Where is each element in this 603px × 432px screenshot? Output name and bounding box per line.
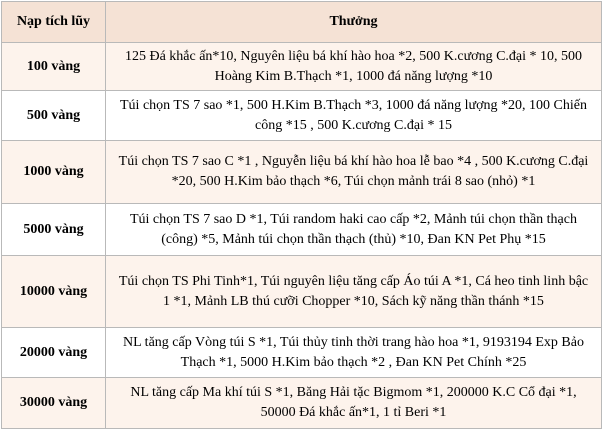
amount-cell: 1000 vàng [2, 141, 106, 204]
amount-cell: 100 vàng [2, 43, 106, 91]
reward-cell: 125 Đá khắc ấn*10, Nguyên liệu bá khí hào hoa *2, 500 K.cương C.đại * 10, 500 Hoàng Kim B.Thạch *1, 1000 đá năng lượng *10 [106, 43, 602, 91]
header-reward: Thưởng [106, 2, 602, 43]
reward-cell: Túi chọn TS 7 sao *1, 500 H.Kim B.Thạch *3, 1000 đá năng lượng *20, 100 Chiến công *15 , 500 K.cương C.đại * 15 [106, 91, 602, 141]
table-row [2, 141, 602, 204]
reward-cell: NL tăng cấp Vòng túi S *1, Túi thủy tinh thời trang hào hoa *1, 9193194 Exp Bảo Thạch *1, 5000 H.Kim bảo thạch *2 , Đan KN Pet Chính *25 [106, 328, 602, 378]
table-row [2, 43, 602, 91]
table-row [2, 378, 602, 429]
amount-cell: 5000 vàng [2, 204, 106, 256]
reward-cell: Túi chọn TS 7 sao C *1 , Nguyễn liệu bá khí hào hoa lễ bao *4 , 500 K.cương C.đại *20, 500 H.Kim bảo thạch *6, Túi chọn mảnh trái 8 sao (nhỏ) *1 [106, 141, 602, 204]
header-row [2, 2, 602, 43]
reward-cell: Túi chọn TS 7 sao D *1, Túi random haki cao cấp *2, Mảnh túi chọn thần thạch (công) *5, Mảnh túi chọn thần thạch (thủ) *10, Đan KN Pet Phụ *15 [106, 204, 602, 256]
table-row [2, 204, 602, 256]
rewards-table [1, 1, 602, 429]
amount-cell: 30000 vàng [2, 378, 106, 429]
amount-cell: 10000 vàng [2, 256, 106, 328]
amount-cell: 20000 vàng [2, 328, 106, 378]
table-row [2, 91, 602, 141]
table-row [2, 256, 602, 328]
header-amount: Nạp tích lũy [2, 2, 106, 43]
table-row [2, 328, 602, 378]
amount-cell: 500 vàng [2, 91, 106, 141]
reward-cell: NL tăng cấp Ma khí túi S *1, Băng Hải tặc Bigmom *1, 200000 K.C Cổ đại *1, 50000 Đá khắc ấn*1, 1 tỉ Beri *1 [106, 378, 602, 429]
reward-cell: Túi chọn TS Phi Tinh*1, Túi nguyên liệu tăng cấp Áo túi A *1, Cá heo tinh linh bậc 1 *1, Mảnh LB thú cưỡi Chopper *10, Sách kỹ năng thần thánh *15 [106, 256, 602, 328]
